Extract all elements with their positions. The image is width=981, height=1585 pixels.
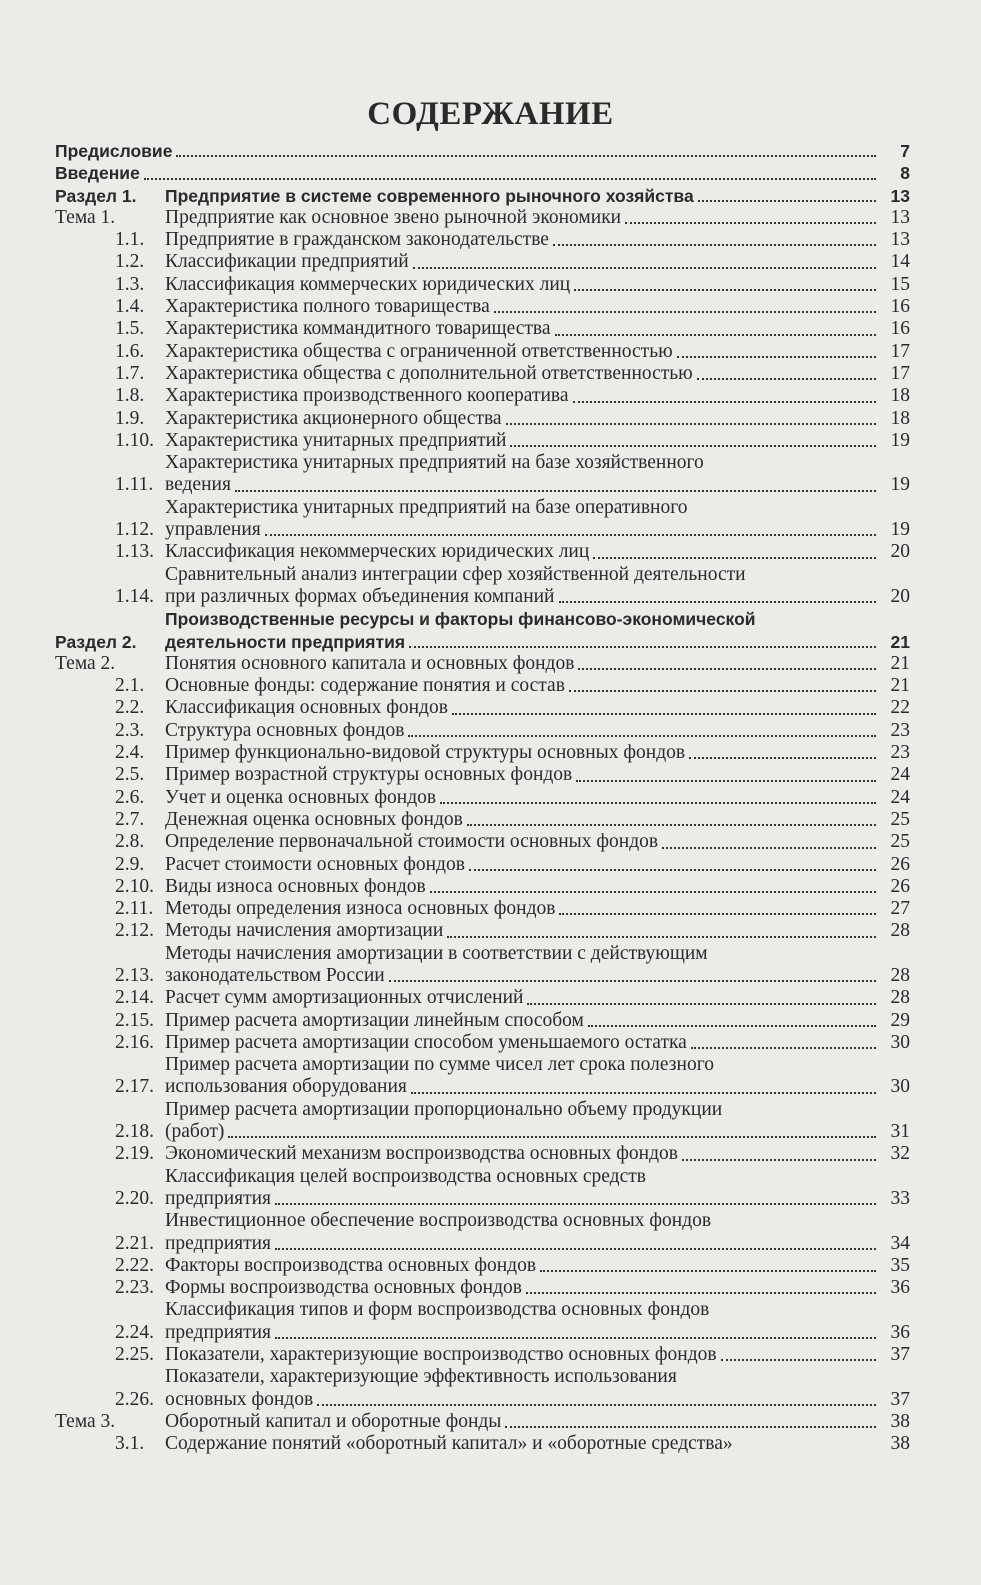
toc-entry[interactable] — [55, 140, 910, 162]
table-of-contents — [55, 140, 910, 1456]
toc-entry-page: 28 — [890, 920, 910, 942]
dot-leader — [506, 423, 876, 425]
toc-entry-title: Понятия основного капитала и основных фондов — [165, 652, 575, 674]
dot-leader — [275, 1337, 876, 1339]
dot-leader — [578, 668, 876, 670]
toc-entry[interactable] — [55, 653, 910, 675]
toc-entry-page: 14 — [890, 251, 910, 273]
dot-leader — [559, 601, 877, 603]
toc-entry-title-cont: деятельности предприятия — [165, 631, 406, 652]
dot-leader — [467, 824, 876, 826]
dot-leader — [662, 847, 876, 849]
toc-entry-number: 2.25. — [115, 1344, 154, 1366]
toc-entry-page: 26 — [890, 875, 910, 897]
toc-entry-title: Оборотный капитал и оборотные фонды — [165, 1410, 502, 1432]
toc-entry[interactable] — [55, 385, 910, 407]
toc-entry-number: 2.17. — [115, 1076, 154, 1098]
toc-entry-page: 13 — [890, 206, 910, 228]
dot-leader — [235, 490, 876, 492]
dot-leader — [573, 401, 876, 403]
toc-entry-page: 16 — [890, 296, 910, 318]
toc-entry-number: 2.9. — [115, 853, 145, 875]
toc-entry[interactable] — [55, 1433, 910, 1455]
toc-entry[interactable] — [55, 1099, 910, 1144]
toc-entry-number: 2.26. — [115, 1388, 154, 1410]
toc-entry-page: 22 — [890, 697, 910, 719]
toc-entry-page: 18 — [890, 385, 910, 407]
toc-entry-title-cont: основных фондов — [165, 1388, 314, 1410]
dot-leader — [408, 735, 876, 737]
toc-entry-title-cont: предприятия — [165, 1232, 272, 1254]
dot-leader — [553, 244, 876, 246]
toc-entry-title: Характеристика унитарных предприятий — [165, 429, 507, 451]
toc-entry-title: Предприятие в системе современного рыночного хозяйства — [165, 185, 694, 206]
toc-entry-title: Структура основных фондов — [165, 719, 405, 741]
toc-entry-number: 1.3. — [115, 273, 145, 295]
toc-entry-page: 38 — [890, 1433, 910, 1455]
toc-entry-number: Введение — [55, 163, 140, 184]
toc-entry-title: Характеристика унитарных предприятий на базе хозяйственного — [165, 452, 704, 474]
toc-entry-title: Классификация некоммерческих юридических лиц — [165, 541, 590, 563]
dot-leader — [275, 1203, 876, 1205]
dot-leader — [275, 1248, 876, 1250]
toc-entry-page: 29 — [890, 1009, 910, 1031]
toc-entry[interactable] — [55, 787, 910, 809]
toc-entry[interactable] — [55, 207, 910, 229]
toc-entry[interactable] — [55, 185, 910, 207]
toc-entry[interactable] — [55, 1299, 910, 1344]
toc-entry[interactable] — [55, 809, 910, 831]
toc-entry-page: 21 — [890, 652, 910, 674]
toc-entry-title: Показатели, характеризующие эффективность использования — [165, 1366, 677, 1388]
toc-entry-title: Сравнительный анализ интеграции сфер хозяйственной деятельности — [165, 563, 746, 585]
toc-entry-page: 18 — [890, 407, 910, 429]
toc-entry-title: Предприятие как основное звено рыночной экономики — [165, 206, 622, 228]
toc-entry-title-cont: (работ) — [165, 1121, 225, 1143]
toc-entry[interactable] — [55, 764, 910, 786]
toc-entry-page: 36 — [890, 1277, 910, 1299]
toc-entry-page: 20 — [890, 585, 910, 607]
toc-entry-title: Методы начисления амортизации в соответствии с действующим — [165, 942, 708, 964]
toc-entry[interactable] — [55, 162, 910, 184]
toc-entry-title: Виды износа основных фондов — [165, 875, 426, 897]
toc-entry-title: Формы воспроизводства основных фондов — [165, 1277, 522, 1299]
toc-entry-number: 2.24. — [115, 1321, 154, 1343]
toc-entry[interactable] — [55, 1277, 910, 1299]
toc-entry-number: Раздел 1. — [55, 185, 137, 206]
toc-entry-number: 1.11. — [115, 474, 154, 496]
toc-entry[interactable] — [55, 876, 910, 898]
toc-entry-page: 38 — [890, 1410, 910, 1432]
toc-entry-title: Пример расчета амортизации пропорционально объему продукции — [165, 1098, 723, 1120]
toc-entry-number: Предисловие — [55, 141, 173, 161]
dot-leader — [721, 1359, 876, 1361]
toc-entry-title: Пример функционально-видовой структуры основных фондов — [165, 742, 686, 764]
toc-entry[interactable] — [55, 229, 910, 251]
toc-entry-title: Характеристика полного товарищества — [165, 296, 490, 318]
dot-leader — [430, 891, 876, 893]
toc-entry[interactable] — [55, 363, 910, 385]
toc-entry[interactable] — [55, 1210, 910, 1255]
toc-entry-page: 37 — [890, 1388, 910, 1410]
toc-entry-title: Пример расчета амортизации линейным способом — [165, 1009, 584, 1031]
toc-entry-title: Классификация типов и форм воспроизводства основных фондов — [165, 1299, 710, 1321]
toc-entry-number: 1.12. — [115, 519, 154, 541]
toc-entry-title: Предприятие в гражданском законодательстве — [165, 229, 549, 251]
dot-leader — [569, 690, 876, 692]
toc-entry-title: Классификации предприятий — [165, 251, 409, 273]
toc-entry-number: 2.8. — [115, 831, 145, 853]
toc-entry-page: 30 — [890, 1076, 910, 1098]
toc-entry-number: 2.21. — [115, 1232, 154, 1254]
toc-entry-number: 1.6. — [115, 340, 145, 362]
toc-entry[interactable] — [55, 943, 910, 988]
toc-entry[interactable] — [55, 341, 910, 363]
dot-leader — [411, 1092, 876, 1094]
toc-entry-page: 19 — [890, 474, 910, 496]
toc-entry-number: 1.5. — [115, 318, 145, 340]
toc-entry[interactable] — [55, 608, 910, 653]
toc-entry-page: 17 — [890, 340, 910, 362]
dot-leader — [228, 1136, 876, 1138]
toc-entry[interactable] — [55, 1054, 910, 1099]
toc-entry-title: Методы начисления амортизации — [165, 920, 444, 942]
toc-entry[interactable] — [55, 1411, 910, 1433]
dot-leader — [625, 222, 876, 224]
toc-entry-title: Производственные ресурсы и факторы финансово-экономической — [165, 609, 756, 630]
toc-entry[interactable] — [55, 296, 910, 318]
toc-entry-number: 1.7. — [115, 362, 145, 384]
dot-leader — [447, 936, 876, 938]
toc-entry-number: 1.13. — [115, 541, 154, 563]
toc-entry[interactable] — [55, 854, 910, 876]
dot-leader — [677, 356, 876, 358]
toc-entry[interactable] — [55, 497, 910, 542]
toc-entry-title: Пример расчета амортизации по сумме чисел лет срока полезного — [165, 1054, 714, 1076]
toc-entry[interactable] — [55, 1166, 910, 1211]
toc-entry-page: 30 — [890, 1031, 910, 1053]
toc-entry-number: 2.1. — [115, 675, 145, 697]
toc-entry-title: Классификация целей воспроизводства основных средств — [165, 1165, 646, 1187]
dot-leader — [505, 1426, 876, 1428]
dot-leader — [555, 334, 877, 336]
toc-entry-title-cont: предприятия — [165, 1187, 272, 1209]
dot-leader — [265, 534, 876, 536]
dot-leader — [452, 713, 876, 715]
toc-entry-page: 19 — [890, 519, 910, 541]
toc-entry-number: 2.15. — [115, 1009, 154, 1031]
toc-entry-title: Характеристика производственного кооператива — [165, 385, 569, 407]
dot-leader — [510, 445, 876, 447]
toc-entry-number: 2.10. — [115, 875, 154, 897]
toc-entry-page: 31 — [890, 1121, 910, 1143]
toc-entry[interactable] — [55, 1010, 910, 1032]
toc-entry-number: 2.5. — [115, 764, 145, 786]
dot-leader — [413, 267, 876, 269]
toc-entry-page: 8 — [900, 163, 910, 184]
toc-entry-number: 1.1. — [115, 229, 145, 251]
dot-leader — [689, 757, 876, 759]
toc-entry-title-cont: управления — [165, 519, 261, 541]
toc-entry[interactable] — [55, 408, 910, 430]
toc-entry-page: 32 — [890, 1143, 910, 1165]
toc-entry-page: 25 — [890, 831, 910, 853]
toc-entry-title-cont: ведения — [165, 474, 231, 496]
toc-entry-number: 3.1. — [115, 1433, 145, 1455]
toc-entry-title: Показатели, характеризующие воспроизводство основных фондов — [165, 1344, 717, 1366]
dot-leader — [540, 1270, 876, 1272]
toc-entry-title: Расчет сумм амортизационных отчислений — [165, 987, 524, 1009]
toc-entry-page: 23 — [890, 719, 910, 741]
toc-entry-page: 27 — [890, 898, 910, 920]
toc-entry[interactable] — [55, 920, 910, 942]
toc-entry-number: 2.4. — [115, 742, 145, 764]
toc-entry-title-cont: законодательством России — [165, 964, 385, 986]
toc-entry-number: 2.22. — [115, 1254, 154, 1276]
toc-entry-title: Основные фонды: содержание понятия и состав — [165, 675, 565, 697]
toc-entry-page: 25 — [890, 808, 910, 830]
toc-entry-number: 1.2. — [115, 251, 145, 273]
dot-leader — [593, 557, 876, 559]
dot-leader — [409, 646, 876, 648]
toc-entry-page: 17 — [890, 362, 910, 384]
toc-entry-number: 1.10. — [115, 429, 154, 451]
dot-leader — [317, 1404, 876, 1406]
toc-entry-title-cont: использования оборудования — [165, 1076, 407, 1098]
toc-entry[interactable] — [55, 898, 910, 920]
toc-entry-number: 2.18. — [115, 1121, 154, 1143]
toc-entry-title-cont: предприятия — [165, 1321, 272, 1343]
dot-leader — [559, 913, 876, 915]
toc-entry[interactable] — [55, 541, 910, 563]
toc-entry-page: 13 — [890, 185, 910, 206]
dot-leader — [389, 980, 876, 982]
dot-leader — [494, 311, 876, 313]
toc-entry-page: 35 — [890, 1254, 910, 1276]
toc-entry-number: Тема 3. — [55, 1410, 116, 1432]
toc-entry[interactable] — [55, 1366, 910, 1411]
dot-leader — [682, 1159, 876, 1161]
toc-entry-title: Инвестиционное обеспечение воспроизводства основных фондов — [165, 1210, 712, 1232]
toc-entry[interactable] — [55, 831, 910, 853]
toc-entry[interactable] — [55, 1344, 910, 1366]
toc-entry-page: 36 — [890, 1321, 910, 1343]
dot-leader — [574, 289, 876, 291]
toc-entry[interactable] — [55, 1032, 910, 1054]
dot-leader — [526, 1292, 876, 1294]
toc-entry-title: Методы определения износа основных фондов — [165, 898, 556, 920]
dot-leader — [440, 802, 876, 804]
toc-entry-page: 23 — [890, 742, 910, 764]
toc-entry[interactable] — [55, 1143, 910, 1165]
toc-entry[interactable] — [55, 1255, 910, 1277]
dot-leader — [698, 200, 876, 202]
toc-entry-page: 28 — [890, 987, 910, 1009]
toc-entry-title: Определение первоначальной стоимости основных фондов — [165, 831, 659, 853]
toc-entry-title: Характеристика общества с ограниченной ответственностью — [165, 340, 673, 362]
toc-entry-title: Характеристика общества с дополнительной ответственностью — [165, 362, 693, 384]
toc-entry[interactable] — [55, 697, 910, 719]
toc-entry-number: 2.3. — [115, 719, 145, 741]
toc-entry-number: 1.4. — [115, 296, 145, 318]
toc-entry[interactable] — [55, 430, 910, 452]
toc-entry-title: Экономический механизм воспроизводства основных фондов — [165, 1143, 678, 1165]
toc-entry-number: 2.2. — [115, 697, 145, 719]
page-title: СОДЕРЖАНИЕ — [367, 96, 614, 132]
toc-entry-number: Раздел 2. — [55, 631, 137, 652]
toc-entry[interactable] — [55, 675, 910, 697]
toc-entry-title: Пример расчета амортизации способом уменьшаемого остатка — [165, 1031, 687, 1053]
toc-entry-page: 15 — [890, 273, 910, 295]
toc-entry-title: Расчет стоимости основных фондов — [165, 853, 465, 875]
toc-entry-number: 2.19. — [115, 1143, 154, 1165]
toc-entry-page: 19 — [890, 429, 910, 451]
toc-entry-number: 2.16. — [115, 1031, 154, 1053]
toc-entry-page: 24 — [890, 764, 910, 786]
toc-entry-page: 21 — [890, 675, 910, 697]
dot-leader — [527, 1003, 876, 1005]
dot-leader — [469, 869, 876, 871]
toc-entry-number: 1.14. — [115, 585, 154, 607]
toc-entry-number: 2.14. — [115, 987, 154, 1009]
toc-entry-number: 2.11. — [115, 898, 154, 920]
toc-entry-page: 20 — [890, 541, 910, 563]
toc-entry-page: 7 — [900, 141, 910, 161]
toc-entry-title: Содержание понятий «оборотный капитал» и «оборотные средства» — [165, 1433, 733, 1455]
toc-entry-title-cont: при различных формах объединения компаний — [165, 585, 555, 607]
toc-entry-title: Характеристика акционерного общества — [165, 407, 502, 429]
dot-leader — [697, 378, 876, 380]
toc-entry-number: 2.7. — [115, 808, 145, 830]
toc-entry[interactable] — [55, 987, 910, 1009]
toc-entry-title: Факторы воспроизводства основных фондов — [165, 1254, 537, 1276]
toc-entry[interactable] — [55, 742, 910, 764]
toc-entry-page: 24 — [890, 786, 910, 808]
toc-entry[interactable] — [55, 452, 910, 497]
toc-entry-number: 2.6. — [115, 786, 145, 808]
toc-entry-title: Классификация коммерческих юридических лиц — [165, 273, 571, 295]
toc-entry[interactable] — [55, 564, 910, 609]
dot-leader — [576, 780, 876, 782]
toc-entry-number: Тема 1. — [55, 206, 116, 228]
toc-entry-page: 28 — [890, 964, 910, 986]
toc-entry-number: 2.23. — [115, 1277, 154, 1299]
toc-entry-number: 2.13. — [115, 964, 154, 986]
toc-entry-title: Пример возрастной структуры основных фондов — [165, 764, 573, 786]
toc-entry[interactable] — [55, 274, 910, 296]
toc-entry[interactable] — [55, 251, 910, 273]
dot-leader — [691, 1047, 876, 1049]
toc-entry-page: 34 — [890, 1232, 910, 1254]
dot-leader — [176, 155, 876, 157]
toc-entry-page: 16 — [890, 318, 910, 340]
toc-entry-page: 33 — [890, 1187, 910, 1209]
toc-entry-page: 37 — [890, 1344, 910, 1366]
toc-entry-title: Характеристика унитарных предприятий на базе оперативного — [165, 496, 688, 518]
toc-entry-number: 1.9. — [115, 407, 145, 429]
toc-entry-number: 1.8. — [115, 385, 145, 407]
toc-entry-page: 13 — [890, 229, 910, 251]
toc-entry-page: 26 — [890, 853, 910, 875]
toc-entry[interactable] — [55, 720, 910, 742]
toc-entry-title: Классификация основных фондов — [165, 697, 448, 719]
toc-entry-number: 2.20. — [115, 1187, 154, 1209]
toc-entry-title: Характеристика коммандитного товарищества — [165, 318, 551, 340]
toc-entry-page: 21 — [890, 631, 910, 652]
dot-leader — [144, 178, 876, 180]
toc-entry-title: Учет и оценка основных фондов — [165, 786, 437, 808]
toc-entry-title: Денежная оценка основных фондов — [165, 808, 463, 830]
toc-entry-number: Тема 2. — [55, 652, 116, 674]
toc-entry[interactable] — [55, 318, 910, 340]
dot-leader — [588, 1025, 876, 1027]
toc-entry-number: 2.12. — [115, 920, 154, 942]
